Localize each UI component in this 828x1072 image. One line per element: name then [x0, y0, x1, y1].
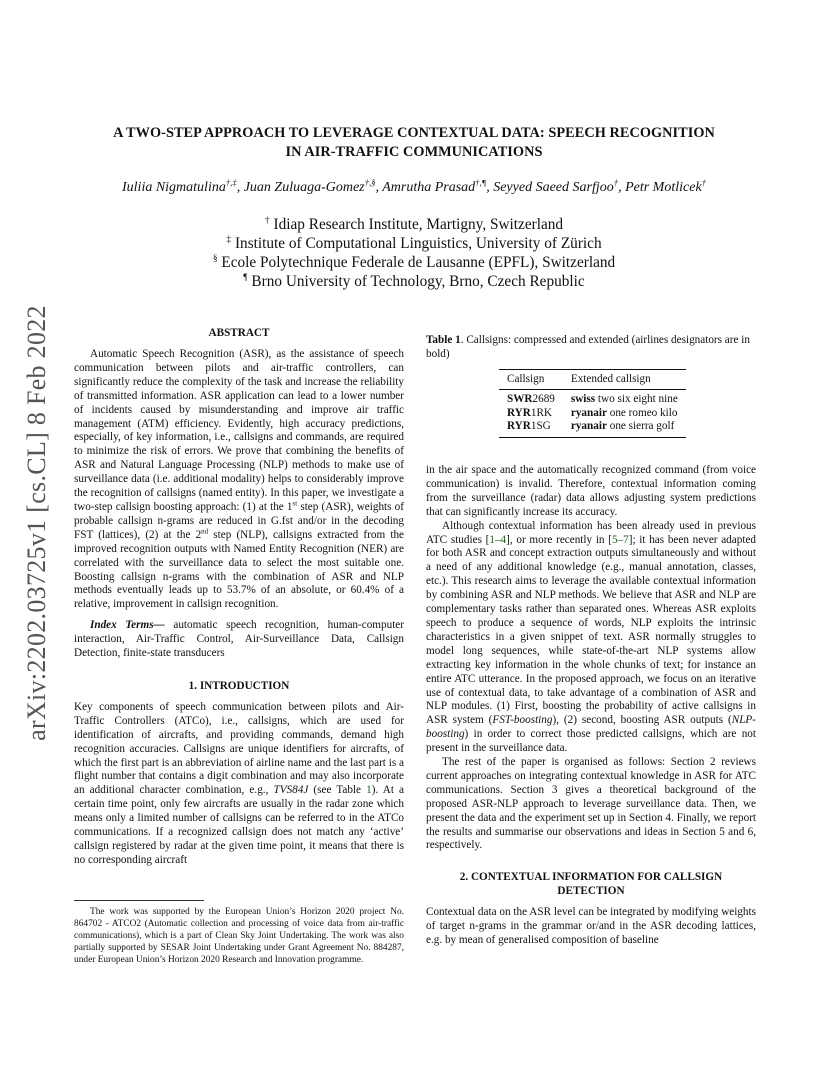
airline-designator: RYR: [507, 420, 531, 433]
affiliation-mark: †: [264, 215, 270, 226]
callsign-table: [499, 369, 686, 438]
index-terms: [74, 619, 404, 661]
airline-designator: SWR: [507, 393, 533, 406]
citation-link[interactable]: 5–7: [611, 533, 629, 546]
affiliation-text: Ecole Polytechnique Federale de Lausanne (EPFL), Switzerland: [221, 254, 616, 271]
arxiv-identifier: arXiv:2202.03725v1 [cs.CL] 8 Feb 2022: [22, 305, 51, 741]
affiliation-mark: ¶: [243, 272, 248, 283]
intro-heading: 1. INTRODUCTION: [188, 679, 290, 692]
body-paragraph: [426, 520, 756, 756]
author-name: Seyyed Saeed Sarfjoo: [493, 180, 614, 195]
arxiv-sidebar-stamp: [2, 296, 72, 750]
table-cell: [563, 390, 686, 407]
method-name: NLP-boosting: [426, 714, 756, 741]
abstract-paragraph: [74, 348, 404, 612]
heading-line: 2. CONTEXTUAL INFORMATION FOR CALLSIGN: [459, 871, 723, 884]
table-cell: [499, 420, 563, 437]
affiliation-text: Institute of Computational Linguistics, University of Zürich: [234, 235, 602, 252]
table-cell: [499, 390, 563, 407]
intro-paragraph: [74, 701, 404, 868]
author-name: Juan Zuluaga-Gomez: [243, 180, 365, 195]
body-paragraph: The rest of the paper is organised as follows: Section 2 reviews current approaches on integrating contextual knowledge in ASR for ATC communications. Section 3 gives a theoretical background of the proposed ASR-NLP approach to leverage surveillance data. Then, we present the data and the experiment set up in Section 4. Finally, we report the results and summarise our observations and ideas in Section 5 and 6, respectively.: [426, 756, 756, 852]
table-row: [499, 407, 686, 421]
intro-text: Key components of speech communication between pilots and Air-Traffic Controllers (ATCo), i.e., callsigns, which are used for identification of aircrafts, and providing commands, demand high recognition accuracies. Callsigns are unique identifiers for aircrafts, of which the first part is an abbreviation of airline name and the last part is a flight number that contains a digit combination and may also incorporate an additional character combination, e.g.,: [74, 700, 404, 797]
table-header-cell: Extended callsign: [563, 369, 686, 390]
body-text: ]; it has been never adapted for both ASR and concept extraction outputs simultaneously and without a need of any additional knowledge (e.g., manual annotation, classes, etc.). This research aims to leverage the available contextual information by combining ASR and NLP methods. We believe that ASR and NLP are complementary tasks rather than separated ones. Whereas ASR exploits speech to produce a sequence of words, NLP exploits the intrinsic characteristics in a given snippet of text. ASR normally struggles to model long sequences, while state-of-the-art NLP systems allow extracting key information in the whole chunks of text; for instance an entire ATC utterance. In the proposed approach, we focus on an iterative use of contextual data, to take advantage of a combination of ASR and NLP modules. (1) First, boosting the probability of active callsigns in ASR system (: [426, 533, 756, 727]
title-line-2: IN AIR-TRAFFIC COMMUNICATIONS: [285, 144, 543, 160]
author-list: Iuliia Nigmatulina†,‡, Juan Zuluaga-Gomez†,§, Amrutha Prasad†,¶, Seyyed Saeed Sarfjoo†, Petr Motlicek†: [122, 177, 706, 195]
abstract-text: step (NLP), callsigns extracted from the improved recognition outputs with Named Entity Recognition (NER) are correlated with the surveillance data to select the most suitable one. Boosting callsign n-grams with the combination of ASR and NLP methods eventually leads up to 53.7% of an absolute, or 60.4% of a relative, improvement in callsign recognition.: [74, 528, 404, 611]
affiliation-text: Brno University of Technology, Brno, Czech Republic: [251, 273, 585, 290]
superscript: nd: [201, 527, 209, 536]
section-2-heading: [426, 870, 756, 898]
index-terms-text: automatic speech recognition, human-computer interaction, Air-Traffic Control, Air-Surveillance Data, Callsign Detection, finite-state transducers: [74, 619, 404, 660]
abstract-text: Automatic Speech Recognition (ASR), as the assistance of speech communication between pilots and air-traffic controllers, can significantly reduce the complexity of the task and increase the reliability of transmitted information. ASR application can lead to a lower number of incidents caused by misunderstanding and improve air traffic management (ATM) efficiency. Evidently, high accuracy predictions, especially, of key information, i.e., callsigns and commands, are required to minimize the risk of errors. We prove that combining the benefits of ASR and Natural Language Processing (NLP) methods to make use of surveillance data (i.e. additional modality) helps to considerably improve the recognition of callsigns (named entity). In this paper, we investigate a two-step callsign boosting approach: (1) at the 1: [74, 348, 404, 513]
table-row: [499, 420, 686, 437]
author-name: Petr Motlicek: [625, 180, 702, 195]
spoken-number: two six eight nine: [595, 393, 678, 406]
body-paragraph: Contextual data on the ASR level can be integrated by modifying weights of target n-grams in the grammar or/and in the ASR decoding lattices, e.g. by mean of generalised composition of baseline: [426, 906, 756, 947]
heading-line: DETECTION: [557, 885, 625, 898]
table-caption: [426, 334, 756, 362]
superscript: st: [292, 499, 298, 508]
affiliation-mark: §: [212, 253, 218, 264]
index-terms-label: Index Terms—: [90, 619, 165, 632]
author-marks: †,‡: [225, 177, 237, 188]
airline-name: ryanair: [570, 420, 607, 433]
abstract-text: step (ASR), weights of probable callsign n-grams are reduced in G.fst and/or in the decoding FST (lattices), (2) at the 2: [74, 500, 404, 541]
paper-title: [60, 124, 768, 162]
airline-name: swiss: [570, 393, 596, 406]
affiliation-text: Idiap Research Institute, Martigny, Switzerland: [273, 216, 564, 233]
footnote-rule: [74, 900, 204, 901]
abstract-heading: ABSTRACT: [208, 327, 270, 339]
table-cell: [563, 407, 686, 421]
author-marks: †,¶: [475, 177, 487, 188]
body-paragraph: in the air space and the automatically recognized command (from voice communication) is invalid. Therefore, contextual information coming from the surveillance (radar) data allows adjusting system predictions that can significantly increase its accuracy.: [426, 464, 756, 518]
intro-text: ). At a certain time point, only few aircrafts are usually in the radar zone which means only a limited number of callsigns can be referred to in the ATCo communications. If a recognized callsign does not match any ‘active’ callsign registered by radar at the given time point, it means that there is no corresponding aircraft: [74, 784, 405, 866]
flight-number: 1SG: [530, 420, 551, 433]
author-marks: †: [613, 177, 619, 188]
body-text: Although contextual information has been already used in previous ATC studies [: [426, 519, 756, 546]
affiliation-list: [60, 215, 768, 291]
airline-designator: RYR: [507, 406, 531, 419]
airline-name: ryanair: [570, 406, 607, 419]
callsign-example: TVS84J: [273, 784, 309, 797]
flight-number: 1RK: [530, 406, 552, 419]
author-name: Amrutha Prasad: [382, 180, 476, 195]
flight-number: 2689: [532, 393, 555, 406]
table-cell: [499, 407, 563, 421]
affiliation: [60, 234, 768, 253]
citation-link[interactable]: 1–4: [489, 533, 507, 546]
right-column-body: [426, 464, 756, 948]
method-name: FST-boosting: [492, 714, 553, 727]
body-text: ), (2) second, boosting ASR outputs (: [552, 714, 732, 727]
footnote: [74, 906, 404, 966]
body-text: ], or more recently in [: [506, 533, 612, 546]
table-header-cell: Callsign: [499, 369, 563, 390]
author-marks: †,§: [364, 177, 376, 188]
intro-text: (see Table: [308, 784, 367, 797]
table-header-row: [499, 369, 686, 390]
affiliation-mark: ‡: [226, 234, 232, 245]
table-reference-link[interactable]: 1: [366, 784, 372, 797]
title-line-1: A TWO-STEP APPROACH TO LEVERAGE CONTEXTUAL DATA: SPEECH RECOGNITION: [113, 125, 715, 141]
table-label: Table 1: [426, 334, 461, 346]
spoken-number: one romeo kilo: [606, 406, 678, 419]
right-column: [426, 334, 756, 438]
affiliation: [60, 253, 768, 272]
spoken-number: one sierra golf: [606, 420, 675, 433]
affiliation: [60, 272, 768, 291]
footnote-text: The work was supported by the European Union’s Horizon 2020 project No. 864702 - ATCO2 (Automatic collection and processing of voice data from air-traffic communications), which is a part of Clean Sky Joint Undertaking. The work was also partially supported by SESAR Joint Undertaking under Grant Agreement No. 884287, under European Union’s Horizon 2020 Research and Innovation programme.: [74, 907, 404, 966]
author-name: Iuliia Nigmatulina: [122, 180, 226, 195]
body-text: ) in order to correct those predicted callsigns, which are not present in the surveillance data.: [426, 728, 756, 755]
table-cell: [563, 420, 686, 437]
author-marks: †: [701, 177, 706, 188]
affiliation: [60, 215, 768, 234]
table-row: [499, 390, 686, 407]
left-column: [74, 326, 404, 868]
table-caption-text: . Callsigns: compressed and extended (airlines designators are in bold): [426, 334, 750, 360]
